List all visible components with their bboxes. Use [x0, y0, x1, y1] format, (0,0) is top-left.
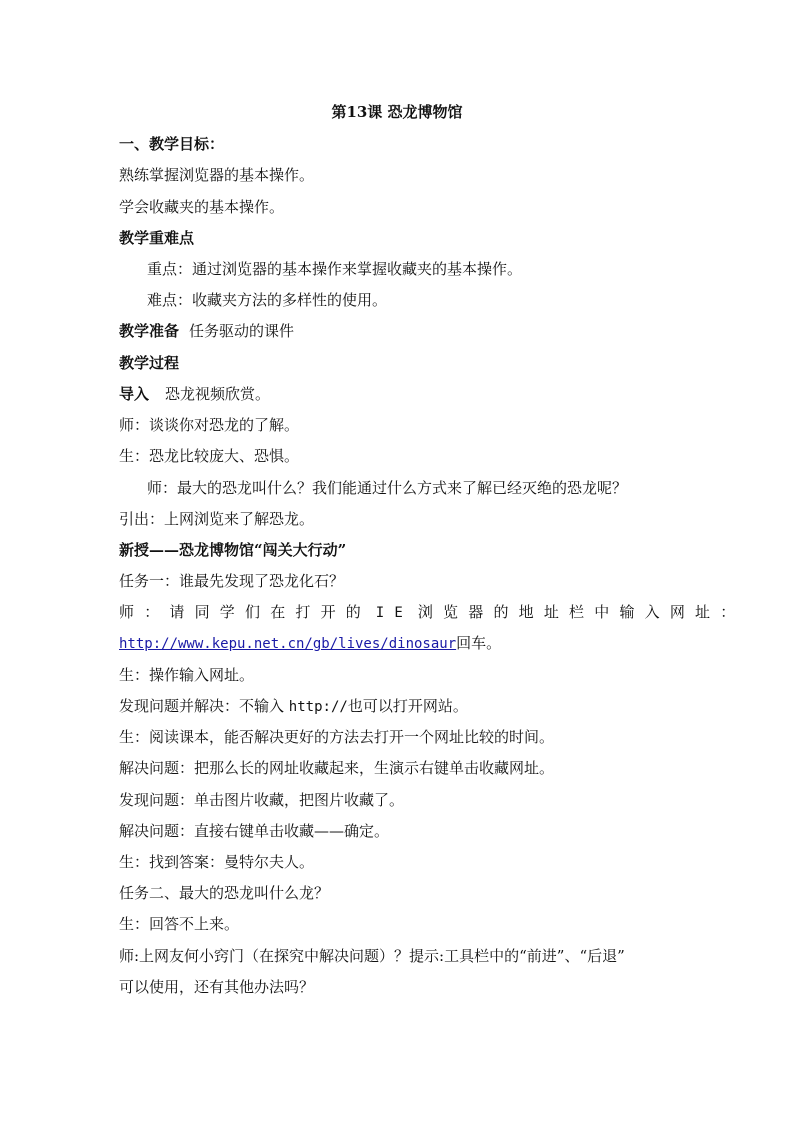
line-7-part-b: http:// [288, 699, 348, 715]
line-10: 发现问题：单击图片收藏，把图片收藏了。 [119, 791, 405, 809]
line-3: 师：最大的恐龙叫什么？我们能通过什么方式来了解已经灭绝的恐龙呢？ [147, 479, 628, 497]
line-1: 师：谈谈你对恐龙的了解。 [119, 416, 300, 434]
prep-text: 任务驱动的课件 [189, 322, 295, 340]
heading-goals: 一、教学目标： [119, 135, 225, 153]
line-2: 生：恐龙比较庞大、恐惧。 [119, 447, 300, 465]
heading-process: 教学过程 [119, 354, 180, 372]
line-7 [119, 695, 679, 718]
line-11: 解决问题：直接右键单击收藏——确定。 [119, 822, 390, 840]
page-title: 第13课 恐龙博物馆 [331, 103, 463, 121]
intro-text: 恐龙视频欣赏。 [165, 385, 271, 403]
line-8: 生：阅读课本，能否解决更好的方法去打开一个网址比较的时间。 [119, 728, 555, 746]
prep-line [119, 320, 679, 342]
line-4: 引出：上网浏览来了解恐龙。 [119, 510, 315, 528]
line-6: 生：操作输入网址。 [119, 666, 255, 684]
line-14: 师:上网友何小窍门（在探究中解决问题）？提示:工具栏中的“前进”、“后退” [119, 947, 625, 965]
line-15: 可以使用，还有其他办法吗？ [119, 978, 315, 996]
line-5-part-a: 师：请同学们在打开的 [119, 603, 372, 621]
dinosaur-url-link[interactable]: http://www.kepu.net.cn/gb/lives/dinosaur [119, 636, 457, 652]
line-9: 解决问题：把那么长的网址收藏起来，生演示右键单击收藏网址。 [119, 759, 555, 777]
task-2: 任务二、最大的恐龙叫什么龙？ [119, 884, 330, 902]
url-line [119, 632, 679, 655]
hard-point: 难点：收藏夹方法的多样性的使用。 [147, 291, 388, 309]
heading-intro: 导入 [119, 385, 150, 403]
line-13: 生：回答不上来。 [119, 915, 240, 933]
goal-1: 熟练掌握浏览器的基本操作。 [119, 166, 315, 184]
line-7-part-a: 发现问题并解决：不输入 [119, 697, 285, 715]
line-12: 生：找到答案：曼特尔夫人。 [119, 853, 315, 871]
url-tail: 回车。 [456, 634, 502, 652]
line-5-part-c: 浏览器的地址栏中输入网址： [417, 603, 746, 621]
line-5 [119, 601, 746, 624]
heading-prep: 教学准备 [119, 322, 180, 340]
heading-new-lesson: 新授——恐龙博物馆“闯关大行动” [119, 541, 347, 559]
line-7-part-c: 也可以打开网站。 [347, 697, 468, 715]
line-5-part-b: IE [375, 605, 414, 621]
goal-2: 学会收藏夹的基本操作。 [119, 198, 285, 216]
intro-line [119, 383, 679, 405]
heading-key-points: 教学重难点 [119, 229, 195, 247]
task-1: 任务一：谁最先发现了恐龙化石？ [119, 572, 345, 590]
key-point: 重点：通过浏览器的基本操作来掌握收藏夹的基本操作。 [147, 260, 523, 278]
